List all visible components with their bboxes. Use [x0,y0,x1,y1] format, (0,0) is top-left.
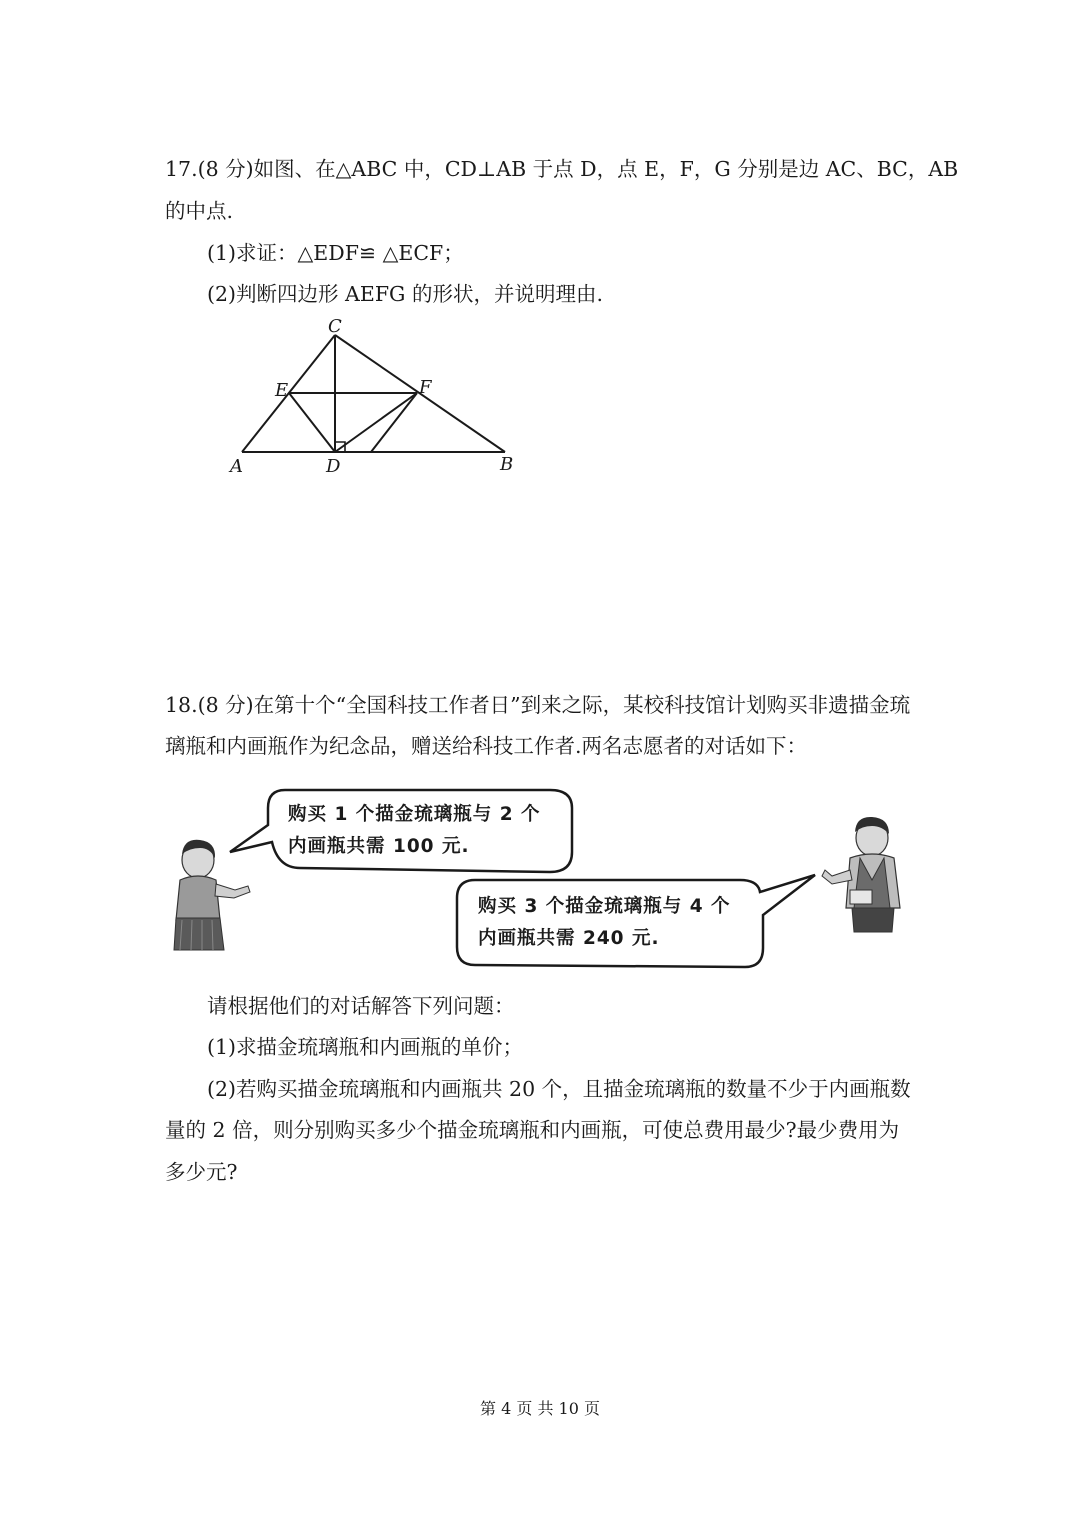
page-number: 第 4 页 共 10 页 [480,1399,600,1418]
q17-stem-line1: 17.(8 分)如图、在△ABC 中，CD⊥AB 于点 D，点 E，F，G 分别是边 AC、BC，AB [165,157,959,181]
q17-stem-line2: 的中点. [165,199,234,223]
q18-part2-line1: (2)若购买描金琉璃瓶和内画瓶共 20 个，且描金琉璃瓶的数量不少于内画瓶数 [207,1077,911,1101]
segment-ed [289,393,335,452]
q18-stem-line1: 18.(8 分)在第十个“全国科技工作者日”到来之际，某校科技馆计划购买非遗描金琉 [165,693,911,717]
q17-part1: (1)求证：△EDF≌ △ECF； [207,241,464,265]
q18-part2-line3: 多少元? [165,1160,238,1184]
bubble-left-line1: 购买 1 个描金琉璃瓶与 2 个 [288,804,541,825]
volunteer-dialogue [160,780,920,980]
label-e: E [275,380,289,401]
q18-prompt: 请根据他们的对话解答下列问题： [207,994,515,1018]
bubble-left-line2: 内画瓶共需 100 元. [288,836,470,857]
segment-fg [371,393,417,452]
q17-part2: (2)判断四边形 AEFG 的形状，并说明理由. [207,282,603,306]
label-f: F [419,377,432,398]
bubble-right-line1: 购买 3 个描金琉璃瓶与 4 个 [478,896,731,917]
q17-triangle-figure [220,310,530,485]
boy-figure [822,817,900,932]
bubble-right-line2: 内画瓶共需 240 元. [478,928,660,949]
q18-stem-line2: 璃瓶和内画瓶作为纪念品，赠送给科技工作者.两名志愿者的对话如下： [165,734,808,758]
segment-df [335,393,417,452]
q18-part1: (1)求描金琉璃瓶和内画瓶的单价； [207,1035,524,1059]
label-d: D [326,456,341,477]
label-a: A [230,456,243,477]
q18-part2-line2: 量的 2 倍，则分别购买多少个描金琉璃瓶和内画瓶，可使总费用最少?最少费用为 [165,1118,900,1142]
girl-figure [174,840,250,950]
label-c: C [328,316,342,337]
label-b: B [500,454,514,475]
